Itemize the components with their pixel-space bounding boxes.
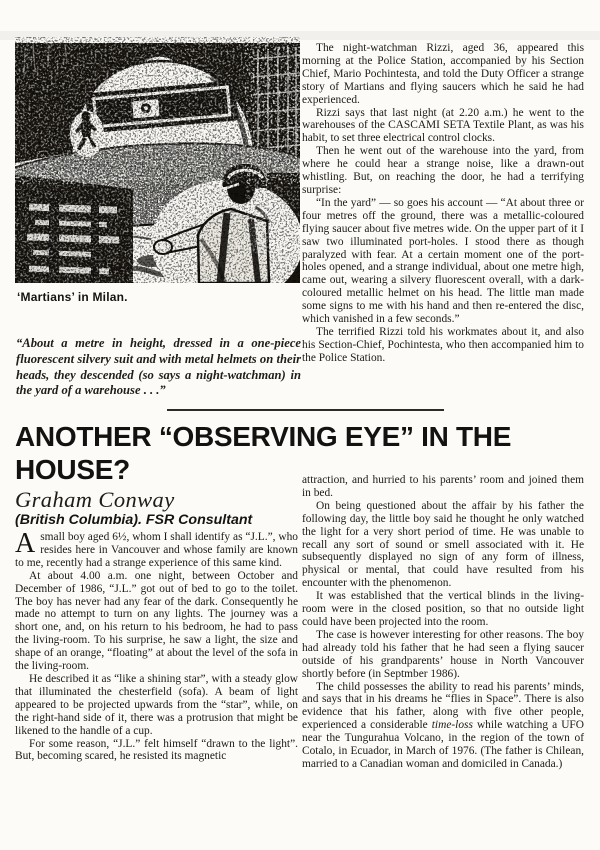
rizzi-story-column (302, 42, 584, 365)
article-right-column (302, 474, 584, 771)
drop-cap: A (15, 528, 36, 559)
paragraph: attraction, and hurried to his parents’ room and joined them in bed. (302, 474, 584, 499)
paragraph: The night-watchman Rizzi, aged 36, appeared this morning at the Police Station, accompanied by his Section Chief, Mario Pochintesta, and told the Duty Officer a strange story of Martians and flying saucers which he said he had experienced. (302, 42, 584, 106)
paragraph: Rizzi says that last night (at 2.20 a.m.) he went to the warehouses of the CASCAMI SETA Textile Plant, as was his habit, to set three electrical control clocks. (302, 106, 584, 145)
paragraph: On being questioned about the affair by his father the following day, the little boy said he thought he only watched the light for a very short period of time. He was unable to recall any sort of sound or smell associated with it. He subsequently displayed no sign of any form of illness, physical or mental, that could have resulted from his encounter with the phenomenon. (302, 499, 584, 590)
martians-illustration (15, 37, 300, 283)
section-divider (167, 409, 444, 411)
illustration-caption: ‘Martians’ in Milan. (17, 290, 128, 304)
opening-paragraph-text: small boy aged 6½, whom I shall identify as “J.L.”, who resides here in Vancouver and whose family are known to me, recently had a strange experience of this same kind. (15, 531, 298, 569)
paragraph: The terrified Rizzi told his workmates about it, and also his Section-Chief, Pochintesta, who then accompanied him to the Police Station. (302, 325, 584, 364)
paragraph: Then he went out of the warehouse into the yard, from where he could hear a strange noise, like a drawn-out whistling. But, on reaching the door, he had a terrifying surprise: (302, 145, 584, 196)
martians-illustration-svg (15, 37, 300, 283)
lead-quote: “About a metre in height, dressed in a one-piece fluorescent silvery suit and with metal helmets on their heads, they descended (so says a night-watchman) in the yard of a warehouse . . .” (16, 336, 301, 398)
article-author: Graham Conway (15, 487, 175, 512)
paragraph: The child possesses the ability to read his parents’ minds, and says that in his dreams he “flies in Space”. There is also evidence that his father, along with five other people, experienced a considerable time-loss while watching a UFO near the Tungurahua Volcano, in the region of the town of Cotalo, in Ecuador, in March of 1976. (The father is Chilean, married to a Canadian woman and domiciled in Canada.) (302, 680, 584, 770)
opening-paragraph (15, 528, 298, 570)
article-headline: ANOTHER “OBSERVING EYE” IN THE HOUSE? (15, 421, 512, 485)
paragraph: For some reason, “J.L.” felt himself “drawn to the light”. But, becoming scared, he resisted its magnetic (15, 737, 298, 763)
paragraph: The case is however interesting for other reasons. The boy had already told his father that he had seen a flying saucer outside of his grandparents’ house in North Vancouver shortly before (in Septmber 1986). (302, 628, 584, 680)
left-column-paragraphs (15, 570, 298, 764)
article-author-title: (British Columbia). FSR Consultant (15, 512, 253, 528)
paragraph: It was established that the vertical blinds in the living-room were in the closed position, so that no outside light could have been projected into the room. (302, 590, 584, 628)
paragraph: “In the yard” — so goes his account — “At about three or four metres off the ground, there was a metallic-coloured flying saucer about five metres wide. On the upper part of it I saw two illuminated port-holes. I stood there as though paralyzed with fear. At a certain moment one of the port-holes opened, and a strange individual, about one metre high, came out, wearing a silvery fluorescent overall, with a dark-coloured metallic helmet on his head. The little man made some signs to me with his hand and then re-entered the disc, which vanished in a few seconds.” (302, 196, 584, 326)
paragraph: At about 4.00 a.m. one night, between October and December of 1986, “J.L.” got out of bed to go to the toilet. The boy has never had any fear of the dark. Consequently he made no attempt to turn on any lights. The journey was a short one, and, on his return to his bedroom, he had to pass the living-room. To his surprise, he saw a light, the size and shape of an orange, “floating” at about the level of the sofa in the living-room. (15, 569, 298, 673)
paragraph: He described it as “like a shining star”, with a steady glow that illuminated the chesterfield (sofa). A beam of light appeared to be projected upwards from the “star”, while, on the right-hand side of it, there was a protrusion that might be likened to the handle of a cup. (15, 672, 298, 737)
article-left-column (15, 528, 298, 763)
